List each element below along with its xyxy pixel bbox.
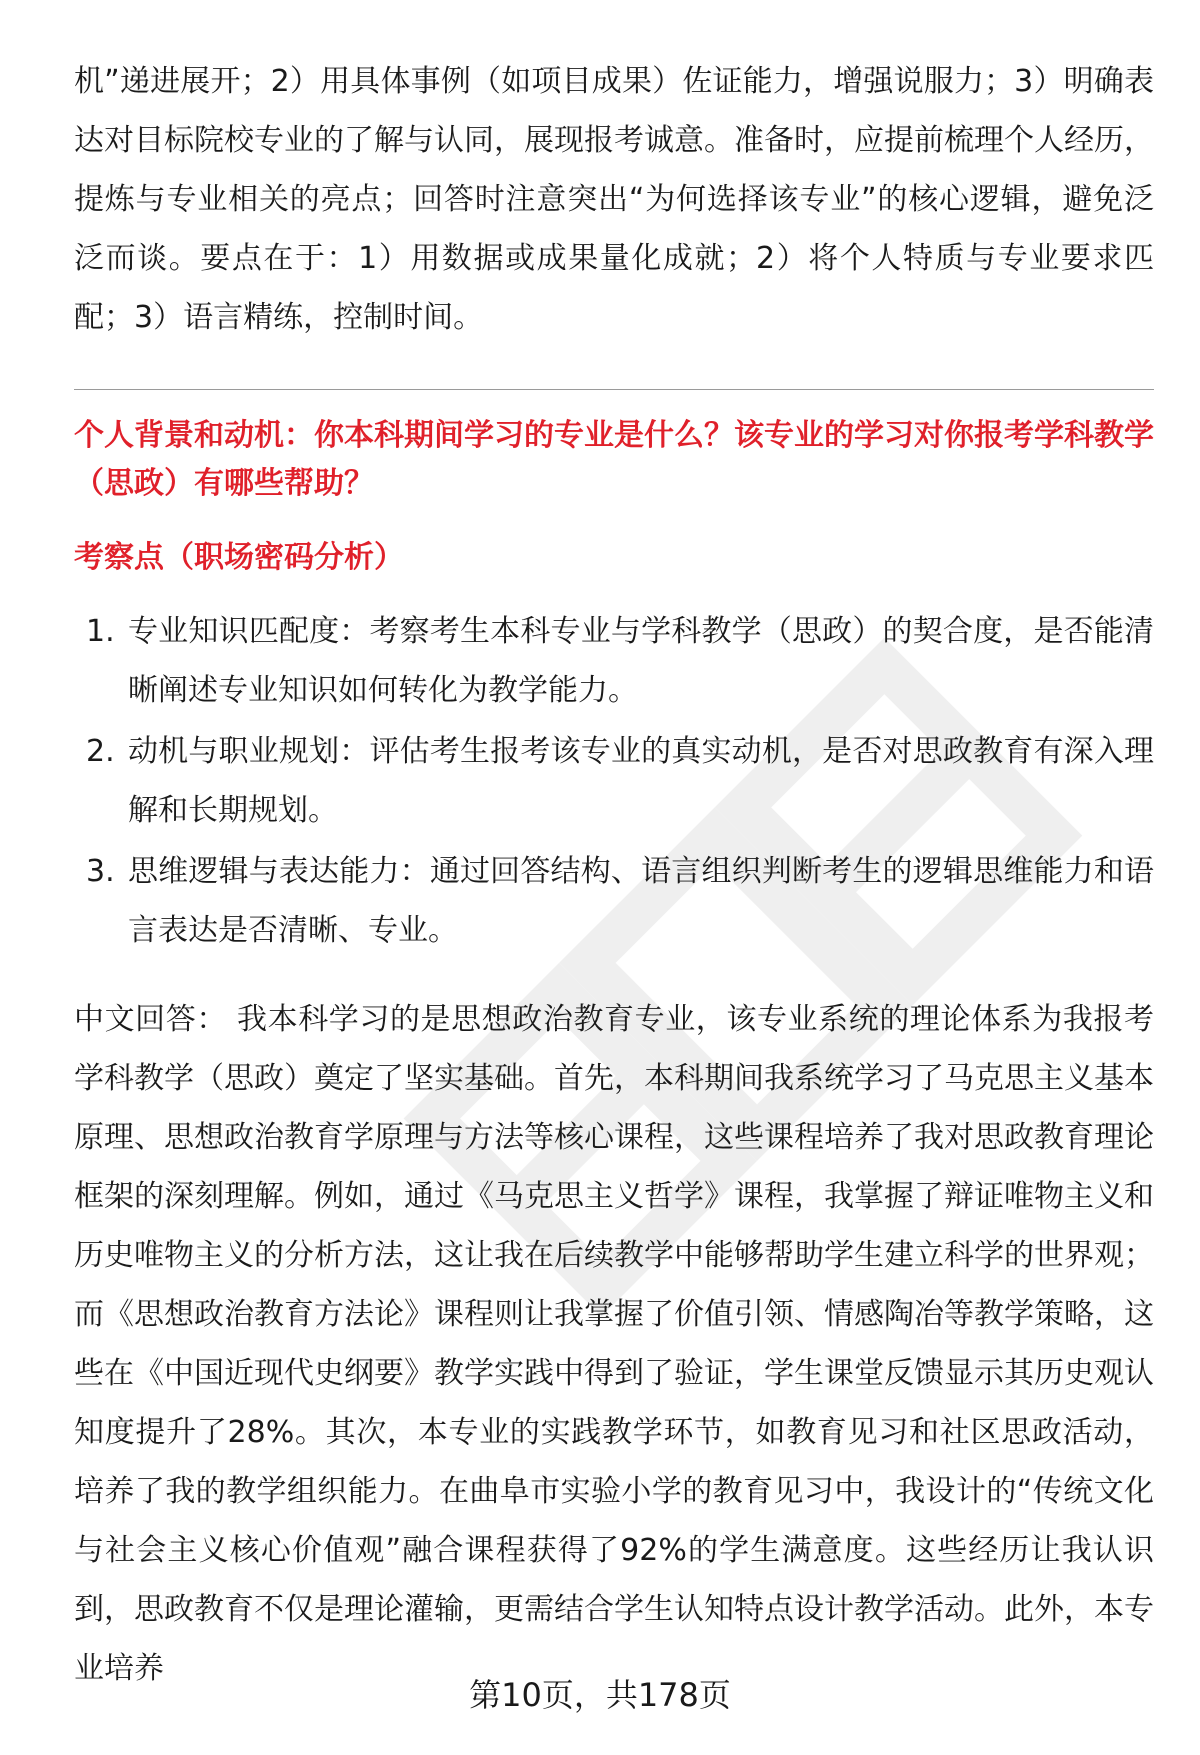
list-item-text: 动机与职业规划：评估考生报考该专业的真实动机，是否对思政教育有深入理解和长期规划。 [128,734,1154,828]
intro-paragraph: 机”递进展开；2）用具体事例（如项目成果）佐证能力，增强说服力；3）明确表达对目标院校专业的了解与认同，展现报考诚意。准备时，应提前梳理个人经历，提炼与专业相关的亮点；回答时注意突出“为何选择该专业”的核心逻辑，避免泛泛而谈。要点在于：1）用数据或成果量化成就；2）将个人特质与专业要求匹配；3）语言精练，控制时间。 [74,64,1154,335]
document-page [74,52,1154,1698]
list-item [74,842,1154,960]
answer-paragraph: 中文回答： 我本科学习的是思想政治教育专业，该专业系统的理论体系为我报考学科教学（思政）奠定了坚实基础。首先，本科期间我系统学习了马克思主义基本原理、思想政治教育学原理与方法等核心课程，这些课程培养了我对思政教育理论框架的深刻理解。例如，通过《马克思主义哲学》课程，我掌握了辩证唯物主义和历史唯物主义的分析方法，这让我在后续教学中能够帮助学生建立科学的世界观；而《思想政治教育方法论》课程则让我掌握了价值引领、情感陶冶等教学策略，这些在《中国近现代史纲要》教学实践中得到了验证，学生课堂反馈显示其历史观认知度提升了28%。其次，本专业的实践教学环节，如教育见习和社区思政活动，培养了我的教学组织能力。在曲阜市实验小学的教育见习中，我设计的“传统文化与社会主义核心价值观”融合课程获得了92%的学生满意度。这些经历让我认识到，思政教育不仅是理论灌输，更需结合学生认知特点设计教学活动。此外，本专业培养 [74,1002,1154,1686]
list-item [74,602,1154,720]
question-heading: 个人背景和动机：你本科期间学习的专业是什么？该专业的学习对你报考学科教学（思政）有哪些帮助？ [74,418,1154,501]
page-footer: 第10页，共178页 [469,1676,731,1714]
exam-points-list [74,602,1154,960]
list-item [74,722,1154,840]
list-item-text: 专业知识匹配度：考察考生本科专业与学科教学（思政）的契合度，是否能清晰阐述专业知识如何转化为教学能力。 [128,614,1154,708]
list-item-text: 思维逻辑与表达能力：通过回答结构、语言组织判断考生的逻辑思维能力和语言表达是否清晰、专业。 [128,854,1154,948]
list-item-number: 1. [86,614,115,649]
exam-points-title: 考察点（职场密码分析） [74,540,404,575]
list-item-number: 3. [86,854,115,889]
section-divider [74,389,1154,390]
list-item-number: 2. [86,734,115,769]
